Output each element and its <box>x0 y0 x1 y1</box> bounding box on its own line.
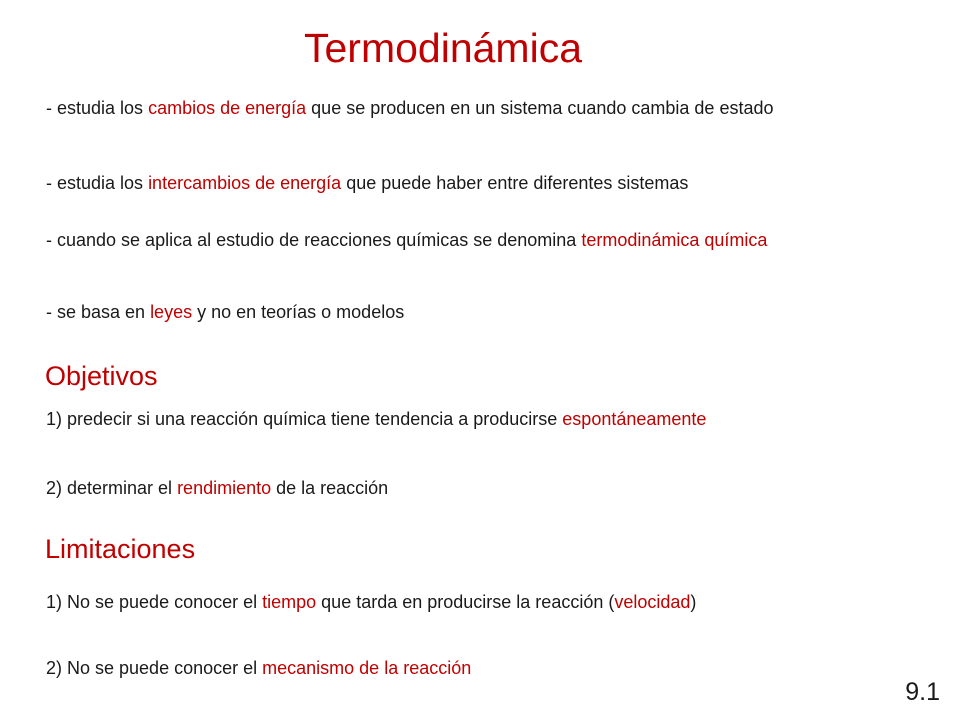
highlight-spontaneously: espontáneamente <box>562 409 707 429</box>
page-number: 9.1 <box>905 678 940 706</box>
objetivo-item-spontaneity <box>46 406 906 432</box>
highlight-time: tiempo <box>262 592 317 612</box>
highlight-energy-exchanges: intercambios de energía <box>148 173 342 193</box>
intro-item-laws <box>46 299 906 325</box>
limitacion-item-text: ) <box>690 592 697 612</box>
highlight-velocity: velocidad <box>614 592 691 612</box>
highlight-energy-changes: cambios de energía <box>148 98 307 118</box>
limitacion-item-text: que tarda en producirse la reacción ( <box>316 592 615 612</box>
highlight-mechanism: mecanismo de la reacción <box>262 658 472 678</box>
objetivo-item-yield <box>46 475 906 501</box>
intro-item-energy-changes <box>46 95 906 121</box>
intro-item-text: y no en teorías o modelos <box>192 302 405 322</box>
intro-item-energy-exchanges <box>46 170 906 196</box>
intro-item-text: que se producen en un sistema cuando cambia de estado <box>306 98 774 118</box>
objetivo-item-text: 1) predecir si una reacción química tiene tendencia a producirse <box>46 409 563 429</box>
intro-item-text: - estudia los <box>46 173 149 193</box>
slide-title: Termodinámica <box>304 25 582 71</box>
highlight-laws: leyes <box>150 302 193 322</box>
objetivo-item-text: 2) determinar el <box>46 478 178 498</box>
intro-item-text: - cuando se aplica al estudio de reacciones químicas se denomina <box>46 230 582 250</box>
objetivos-heading: Objetivos <box>45 361 158 391</box>
limitacion-item-mechanism <box>46 655 906 681</box>
limitacion-item-text: 1) No se puede conocer el <box>46 592 263 612</box>
intro-item-chemical-thermodynamics <box>46 227 906 253</box>
intro-item-text: - estudia los <box>46 98 149 118</box>
highlight-yield: rendimiento <box>177 478 272 498</box>
objetivo-item-text: de la reacción <box>271 478 389 498</box>
limitacion-item-text: 2) No se puede conocer el <box>46 658 263 678</box>
highlight-chemical-thermodynamics: termodinámica química <box>581 230 768 250</box>
intro-item-text: que puede haber entre diferentes sistemas <box>341 173 689 193</box>
limitaciones-heading: Limitaciones <box>45 534 196 564</box>
intro-item-text: - se basa en <box>46 302 151 322</box>
limitacion-item-time <box>46 589 906 615</box>
